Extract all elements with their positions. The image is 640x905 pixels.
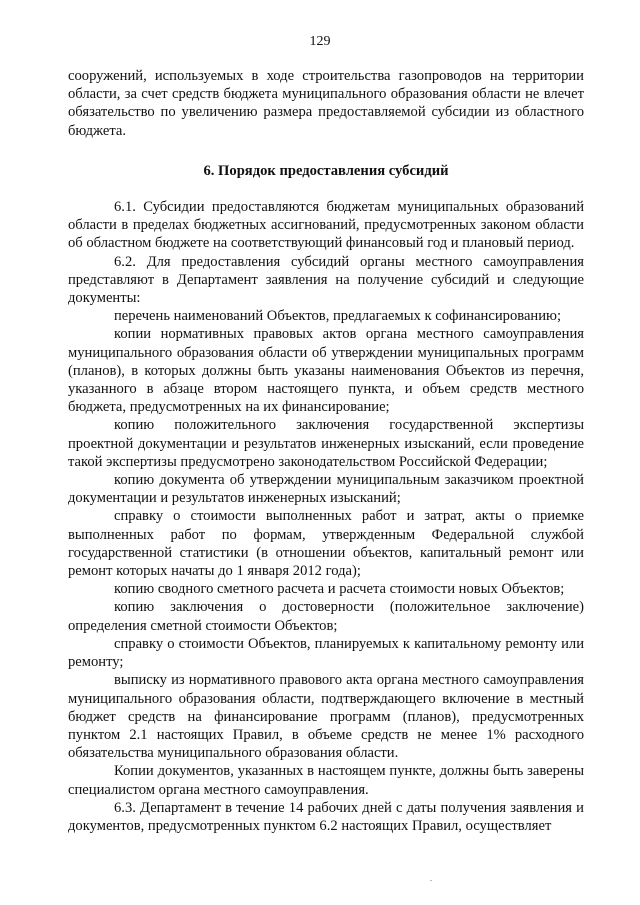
page-number: 129	[309, 34, 331, 49]
lead-paragraph: сооружений, используемых в ходе строительства газопроводов на территории области, за счет средств бюджета муниципального образования области не влечет обязательство по увеличению размера предоставляемой субсидии из областного бюджета.	[68, 68, 584, 139]
list-item-normative-acts: копии нормативных правовых актов органа местного самоуправления муниципального образования области об утверждении муниципальных программ (планов), в которых должны быть указаны наименования Объектов из перечня, указанного в абзаце втором настоящего пункта, и объем средств местного бюджета, предусмотренных на их финансирование;	[68, 326, 584, 416]
list-item-works-cost-certificate: справку о стоимости выполненных работ и затрат, акты о приемке выполненных работ по формам, утвержденным Федеральной службой государственной статистики (в отношении объектов, капитальный ремонт или ремонт которых начаты до 1 января 2012 года);	[68, 508, 584, 580]
list-item-estimate-calculation: копию сводного сметного расчета и расчета стоимости новых Объектов;	[114, 581, 565, 598]
paragraph-copies-certified: Копии документов, указанных в настоящем пункте, должны быть заверены специалистом органа местного самоуправления.	[68, 763, 584, 798]
section-title: 6. Порядок предоставления субсидий	[203, 162, 449, 179]
list-item-budget-extract: выписку из нормативного правового акта органа местного самоуправления муниципального образования области, подтверждающего включение в местный бюджет средств на финансирование программ (планов), предусмотренных пунктом 2.1 настоящих Правил, в объеме средств не менее 1% расходного обязательства муниципального образования области.	[68, 672, 584, 762]
list-item-reliability-conclusion: копию заключения о достоверности (положительное заключение) определения сметной стоимости Объектов;	[68, 599, 584, 634]
paragraph-6-3: 6.3. Департамент в течение 14 рабочих дней с даты получения заявления и документов, предусмотренных пунктом 6.2 настоящих Правил, осуществляет	[68, 799, 584, 834]
list-item-objects-list: перечень наименований Объектов, предлагаемых к софинансированию;	[114, 308, 562, 325]
paragraph-6-2: 6.2. Для предоставления субсидий органы местного самоуправления представляют в Департамент заявления на получение субсидий и следующие документы:	[68, 253, 584, 307]
list-item-state-expertise: копию положительного заключения государственной экспертизы проектной документации и результатов инженерных изысканий, если проведение такой экспертизы предусмотрено законодательством Российской Федерации;	[68, 417, 584, 470]
page-text	[68, 67, 584, 835]
paragraph-6-1: 6.1. Субсидии предоставляются бюджетам муниципальных образований области в пределах бюджетных ассигнований, предусмотренных законом области об областном бюджете на соответствующий финансовый год и плановый период.	[68, 199, 584, 252]
list-item-project-approval: копию документа об утверждении муниципальным заказчиком проектной документации и результатов инженерных изысканий;	[68, 472, 584, 507]
scan-speck	[430, 880, 432, 881]
list-item-repair-cost-certificate: справку о стоимости Объектов, планируемых к капитальному ремонту или ремонту;	[68, 635, 584, 671]
